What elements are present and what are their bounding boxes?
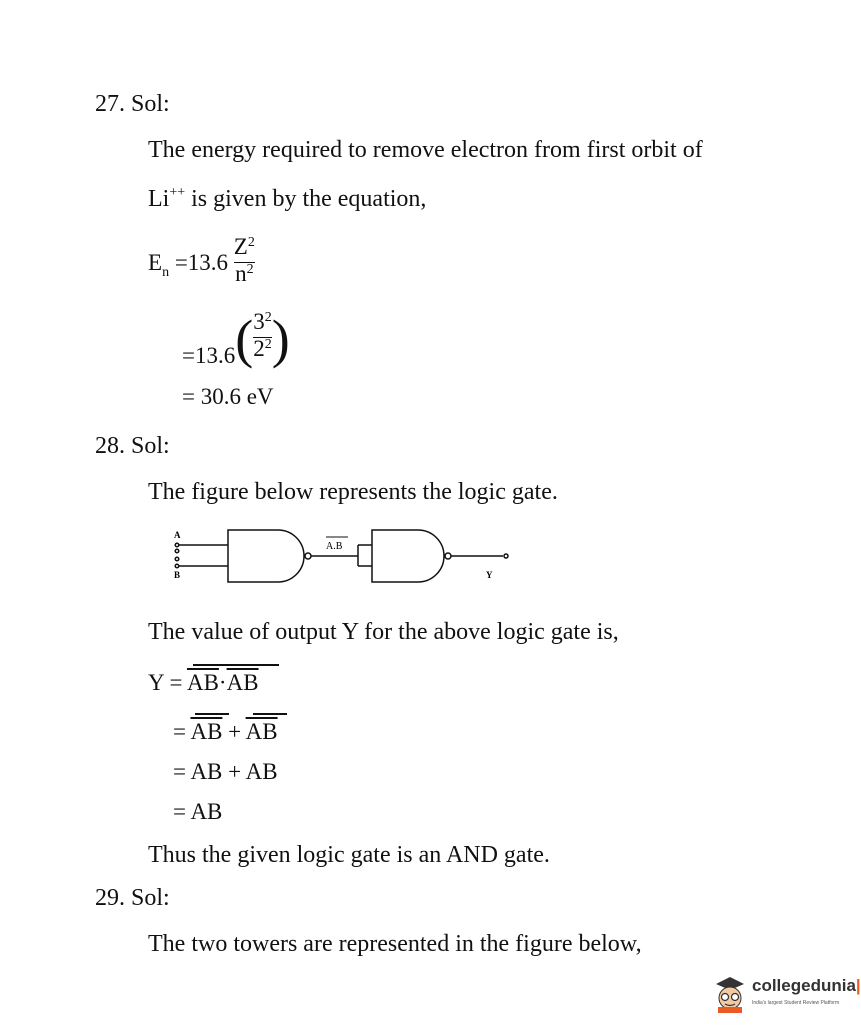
q27-equation-1	[148, 234, 255, 291]
q27-equation-3: = 30.6 eV	[182, 384, 274, 409]
eq2-plus: +	[222, 719, 246, 744]
nand-bubble-2	[445, 553, 451, 559]
logo-tagline: India's largest Student Review Platform	[752, 1000, 840, 1006]
label-y: Y	[486, 570, 493, 580]
li-symbol: Li	[148, 186, 170, 212]
mascot-icon	[712, 974, 748, 1014]
q28-heading: 28. Sol:	[95, 433, 170, 459]
eq1-numerator: Z	[233, 234, 248, 259]
nand-gate-2	[372, 530, 444, 582]
q27-equation-2: =13.6( $\frac{3^2}{2^2}$ )	[182, 309, 290, 369]
eq2-overline-2	[253, 713, 287, 715]
input-node-b2	[175, 557, 179, 561]
q29-heading: 29. Sol:	[95, 885, 170, 911]
eq2-denominator-exp: 2	[264, 337, 272, 353]
eq1-denominator-exp: 2	[246, 262, 254, 277]
q28-line2: The value of output Y for the above logic gate is,	[148, 619, 619, 645]
q29-line1: The two towers are represented in the figure below,	[148, 931, 642, 957]
eq2-denominator: 2	[253, 336, 265, 362]
eq1-term-1: $\overline{AB}$	[186, 670, 219, 695]
li-charge: ++	[169, 185, 186, 200]
collegedunia-logo	[712, 970, 861, 1020]
logic-gate-diagram	[168, 528, 518, 588]
eq1-dot: ·	[218, 670, 227, 695]
eq2-term-2: $\overline{AB}$	[245, 719, 278, 744]
eq2-numerator: 3	[253, 309, 265, 335]
eq2-fraction	[253, 311, 272, 364]
eq1-fraction	[234, 236, 255, 289]
q27-heading: 27. Sol:	[95, 91, 170, 117]
q27-line1: The energy required to remove electron from first orbit of	[148, 137, 703, 163]
input-node-b	[175, 564, 179, 568]
q28-equation-3: = AB + AB	[173, 759, 278, 784]
eq2-prefix: =	[173, 719, 191, 744]
energy-symbol: E	[148, 249, 163, 275]
eq1-term-2: $\overline{AB}$	[226, 670, 259, 695]
nand-gate-1	[228, 530, 304, 582]
q27-line2-rest: is given by the equation,	[185, 186, 427, 212]
q28-line1: The figure below represents the logic gate.	[148, 479, 558, 505]
label-a: A	[174, 530, 181, 540]
q28-conclusion: Thus the given logic gate is an AND gate.	[148, 842, 550, 868]
eq1-numerator-exp: 2	[247, 235, 255, 250]
input-node-a2	[175, 549, 179, 553]
energy-subscript: n	[162, 264, 170, 280]
q28-equation-4: = AB	[173, 799, 223, 824]
input-node-a	[175, 543, 179, 547]
eq1-denominator: n	[235, 261, 247, 286]
eq2-left: =13.6	[182, 343, 236, 368]
q27-line2	[148, 185, 426, 217]
q28-equation-1	[148, 670, 259, 696]
output-node	[504, 554, 508, 558]
eq1-constant: =13.6	[169, 249, 229, 275]
label-b: B	[174, 570, 181, 580]
eq2-term-1: $\overline{AB}$	[190, 719, 223, 744]
eq2-numerator-exp: 2	[264, 310, 272, 326]
eq1-outer-overline	[193, 664, 279, 666]
nand-bubble-1	[305, 553, 311, 559]
label-ab-nand: A.B	[326, 541, 343, 552]
q28-equation-2	[173, 719, 278, 745]
eq1-lhs: Y =	[148, 670, 187, 695]
logo-text: collegedunia|	[752, 976, 861, 995]
eq2-overline-1	[195, 713, 229, 715]
